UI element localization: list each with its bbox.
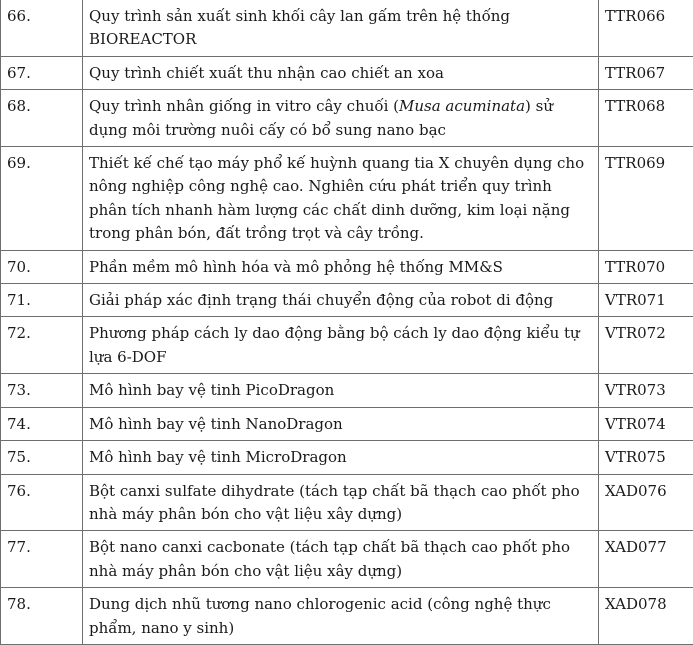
- row-number: 72.: [1, 317, 83, 374]
- table-row: [1, 284, 693, 317]
- technology-code: XAD078: [599, 588, 693, 645]
- row-number: 67.: [1, 56, 83, 89]
- table-row: [1, 407, 693, 440]
- technology-name: Thiết kế chế tạo máy phổ kế huỳnh quang tia X chuyên dụng cho nông nghiệp công nghệ cao. Nghiên cứu phát triển quy trình phân tích nhanh hàm lượng các chất dinh dưỡng, kim loại nặng trong phân bón, đất trồng trọt và cây trồng.: [83, 147, 599, 251]
- table-row: [1, 56, 693, 89]
- technology-code: VTR072: [599, 317, 693, 374]
- table-row: [1, 317, 693, 374]
- row-number: 73.: [1, 374, 83, 407]
- technology-code: TTR070: [599, 250, 693, 283]
- technology-name-part: ) sử dụng môi trường nuôi cấy có bổ sung nano bạc: [89, 97, 553, 138]
- table-row: [1, 0, 693, 56]
- technology-name: Bột canxi sulfate dihydrate (tách tạp chất bã thạch cao phốt pho nhà máy phân bón cho vật liệu xây dựng): [83, 474, 599, 531]
- technology-code: VTR074: [599, 407, 693, 440]
- technology-name: Giải pháp xác định trạng thái chuyển động của robot di động: [83, 284, 599, 317]
- technology-code: TTR067: [599, 56, 693, 89]
- row-number: 74.: [1, 407, 83, 440]
- technology-code: TTR069: [599, 147, 693, 251]
- technology-name: Bột nano canxi cacbonate (tách tạp chất bã thạch cao phốt pho nhà máy phân bón cho vật liệu xây dựng): [83, 531, 599, 588]
- technology-code: XAD076: [599, 474, 693, 531]
- row-number: 68.: [1, 90, 83, 147]
- technology-code: TTR066: [599, 0, 693, 56]
- species-name-italic: Musa acuminata: [399, 97, 525, 115]
- technology-name-part: Quy trình nhân giống in vitro cây chuối (: [89, 97, 399, 115]
- row-number: 77.: [1, 531, 83, 588]
- technology-name: Quy trình chiết xuất thu nhận cao chiết an xoa: [83, 56, 599, 89]
- row-number: 78.: [1, 588, 83, 645]
- row-number: 71.: [1, 284, 83, 317]
- table-row: [1, 531, 693, 588]
- row-number: 70.: [1, 250, 83, 283]
- technology-code: TTR068: [599, 90, 693, 147]
- technology-name: [83, 90, 599, 147]
- technology-code: VTR075: [599, 441, 693, 474]
- technology-code: VTR073: [599, 374, 693, 407]
- row-number: 76.: [1, 474, 83, 531]
- technology-name: Phương pháp cách ly dao động bằng bộ cách ly dao động kiểu tự lựa 6-DOF: [83, 317, 599, 374]
- table-row: [1, 90, 693, 147]
- row-number: 75.: [1, 441, 83, 474]
- table-row: [1, 474, 693, 531]
- row-number: 69.: [1, 147, 83, 251]
- row-number: 66.: [1, 0, 83, 56]
- table-row: [1, 588, 693, 645]
- technology-name: Mô hình bay vệ tinh MicroDragon: [83, 441, 599, 474]
- technology-name: Dung dịch nhũ tương nano chlorogenic acid (công nghệ thực phẩm, nano y sinh): [83, 588, 599, 645]
- table-row: [1, 250, 693, 283]
- table-row: [1, 147, 693, 251]
- table-row: [1, 374, 693, 407]
- table-row: [1, 441, 693, 474]
- technology-name: Mô hình bay vệ tinh PicoDragon: [83, 374, 599, 407]
- technology-code: XAD077: [599, 531, 693, 588]
- technology-code: VTR071: [599, 284, 693, 317]
- technology-name: Phần mềm mô hình hóa và mô phỏng hệ thống MM&S: [83, 250, 599, 283]
- technology-name: Mô hình bay vệ tinh NanoDragon: [83, 407, 599, 440]
- technology-name: Quy trình sản xuất sinh khối cây lan gấm trên hệ thống BIOREACTOR: [83, 0, 599, 56]
